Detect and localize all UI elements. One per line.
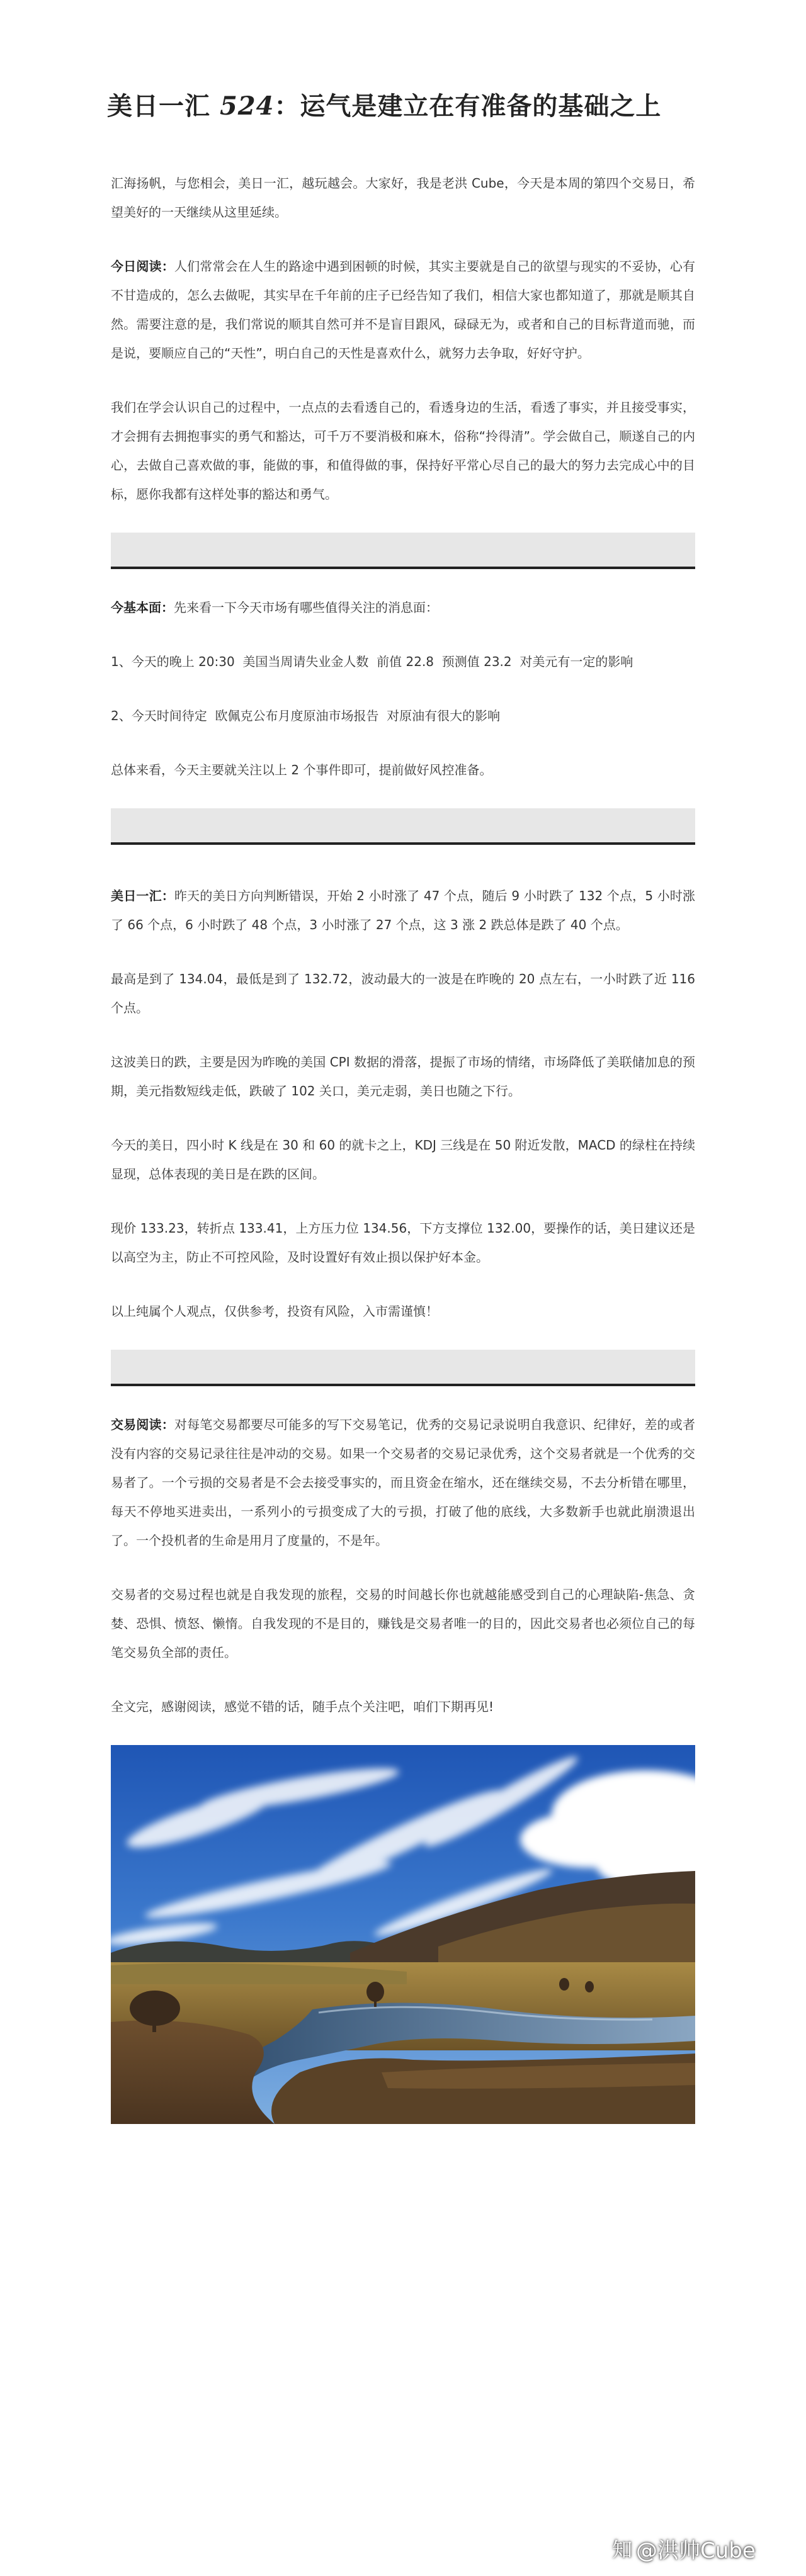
analysis-paragraph-2: 最高是到了 134.04，最低是到了 132.72，波动最大的一波是在昨晚的 20 点左右，一小时跌了近 116 个点。 [111,971,700,1015]
analysis-paragraph [111,881,695,939]
reading-text: 人们常常会在人生的路途中遇到困顿的时候，其实主要就是自己的欲望与现实的不妥协，心有不甘造成的，怎么去做呢，其实早在千年前的庄子已经告知了我们，相信大家也都知道了，那就是顺其自然。需要注意的是，我们常说的顺其自然可并不是盲目跟风，碌碌无为，或者和自己的目标背道而驰，而是说，要顺应自己的“天性”，明白自己的天性是喜欢什么，就努力去争取，好好守护。 [111,259,696,361]
fundamentals-paragraph [111,593,695,622]
closing-paragraph: 全文完，感谢阅读，感觉不错的话，随手点个关注吧，咱们下期再见! [111,1699,494,1714]
analysis-lead: 美日一汇： [111,888,174,903]
trading-lead: 交易阅读： [111,1417,174,1432]
divider-line [111,567,695,569]
reading-lead: 今日阅读： [111,259,174,274]
disclaimer-paragraph: 以上纯属个人观点，仅供参考，投资有风险，入市需谨慎！ [111,1304,438,1319]
divider-bar [111,808,695,842]
section-divider [111,808,695,845]
reading-paragraph [111,252,695,368]
section-divider [111,533,695,569]
trading-paragraph [111,1410,695,1555]
title-prefix: 美日一汇 [107,91,220,121]
fundamentals-item-1: 1、今天的晚上 20:30 美国当周请失业金人数 前值 22.8 预测值 23.2 对美元有一定的影响 [111,654,633,669]
section-divider [111,1350,695,1386]
divider-line [111,1384,695,1386]
trading-paragraph-2: 交易者的交易过程也就是自我发现的旅程，交易的时间越长你也就越能感受到自己的心理缺陷-焦急、贪婪、恐惧、愤怒、懒惰。自我发现的不是目的，赚钱是交易者唯一的目的，因此交易者也必须位自己的每笔交易负全部的责任。 [111,1587,695,1660]
intro-paragraph: 汇海扬帆，与您相会，美日一汇，越玩越会。大家好，我是老洪 Cube，今天是本周的第四个交易日，希望美好的一天继续从这里延续。 [111,176,695,220]
trading-text: 对每笔交易都要尽可能多的写下交易笔记，优秀的交易记录说明自我意识、纪律好，差的或者没有内容的交易记录往往是冲动的交易。如果一个交易者的交易记录优秀，这个交易者就是一个优秀的交易者了。一个亏损的交易者是不会去接受事实的，而且资金在缩水，还在继续交易，不去分析错在哪里，每天不停地买进卖出，一系列小的亏损变成了大的亏损，打破了他的底线，大多数新手也就此崩溃退出了。一个投机者的生命是用月了度量的，不是年。 [111,1417,696,1548]
article-body [111,169,700,2124]
divider-bar [111,533,695,567]
analysis-paragraph-3: 这波美日的跌，主要是因为昨晚的美国 CPI 数据的滑落，提振了市场的情绪，市场降低了美联储加息的预期，美元指数短线走低，跌破了 102 关口，美元走弱，美日也随之下行。 [111,1054,695,1099]
reading-paragraph-2: 我们在学会认识自己的过程中，一点点的去看透自己的，看透身边的生活，看透了事实，并且接受事实，才会拥有去拥抱事实的勇气和豁达，可千万不要消极和麻木，俗称“拎得清”。学会做自己，顺遂自己的内心，去做自己喜欢做的事，能做的事，和值得做的事，保持好平常心尽自己的最大的努力去完成心中的目标，愿你我都有这样处事的豁达和勇气。 [111,400,695,502]
fundamentals-lead: 今基本面： [111,600,174,615]
analysis-text: 昨天的美日方向判断错误，开始 2 小时涨了 47 个点，随后 9 小时跌了 132 个点，5 小时涨了 66 个点，6 小时跌了 48 个点，3 小时涨了 27 个点，这 3 涨 2 跌总体是跌了 40 个点。 [111,888,696,932]
fundamentals-summary: 总体来看，今天主要就关注以上 2 个事件即可，提前做好风控准备。 [111,762,492,777]
fundamentals-text: 先来看一下今天市场有哪些值得关注的消息面： [174,600,438,615]
watermark-author: @洪帅Cube [636,2538,756,2563]
divider-bar [111,1350,695,1384]
fundamentals-item-2: 2、今天时间待定 欧佩克公布月度原油市场报告 对原油有很大的影响 [111,708,501,723]
title-rest: ：运气是建立在有准备的基础之上 [274,91,662,121]
title-number: 524 [219,91,275,121]
zhihu-logo-icon: 知 [612,2538,633,2562]
analysis-paragraph-5: 现价 133.23，转折点 133.41，上方压力位 134.56，下方支撑位 132.00，要操作的话，美日建议还是以高空为主，防止不可控风险，及时设置好有效止损以保护好本金。 [111,1221,695,1265]
analysis-paragraph-4: 今天的美日，四小时 K 线是在 30 和 60 的就卡之上，KDJ 三线是在 50 附近发散，MACD 的绿柱在持续显现，总体表现的美日是在跌的区间。 [111,1138,695,1182]
divider-line [111,842,695,845]
zhihu-watermark [612,2532,756,2565]
landscape-photo [111,1745,695,2124]
article-title [107,89,699,123]
